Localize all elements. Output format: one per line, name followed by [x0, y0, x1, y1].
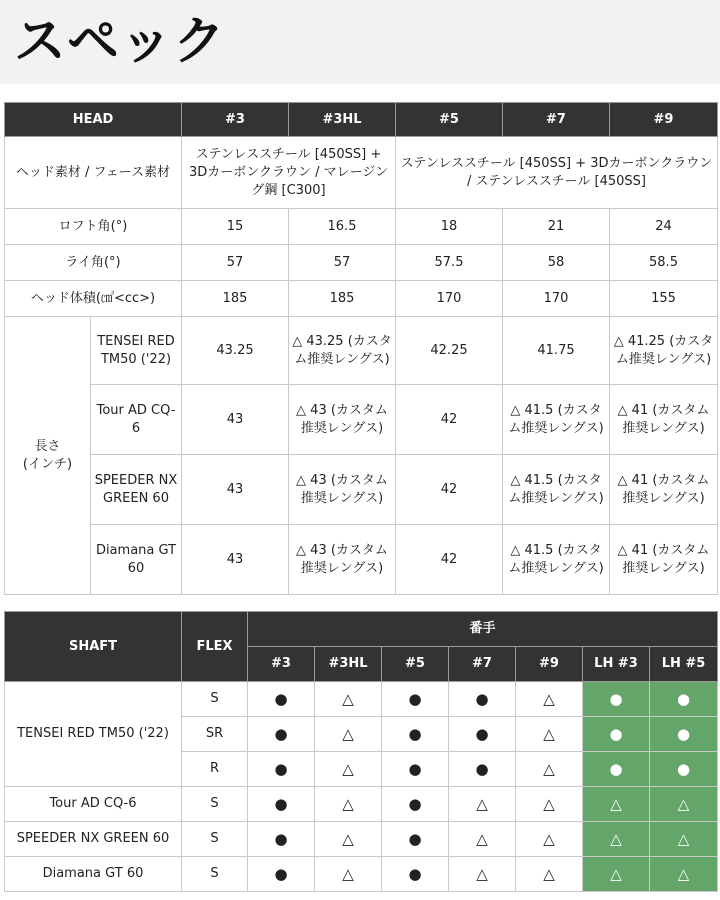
- available-mark: ●: [382, 717, 449, 752]
- length-value: △ 43.25 (カスタム推奨レングス): [289, 317, 396, 385]
- length-value: 42.25: [396, 317, 503, 385]
- flex-row: [5, 682, 718, 717]
- flex-value: R: [182, 752, 248, 787]
- custom-mark: △: [516, 717, 583, 752]
- number-header: 番手: [248, 612, 718, 647]
- length-value: 43.25: [182, 317, 289, 385]
- material-row: [5, 137, 718, 209]
- volume-label: ヘッド体積(㎤<cc>): [5, 281, 182, 317]
- flex-value: S: [182, 822, 248, 857]
- spec-header-row: [5, 103, 718, 137]
- lie-value: 58: [503, 245, 610, 281]
- length-value: △ 41 (カスタム推奨レングス): [610, 385, 718, 455]
- loft-value: 24: [610, 209, 718, 245]
- custom-mark: △: [315, 752, 382, 787]
- loft-value: 15: [182, 209, 289, 245]
- flex-col-header: LH #3: [583, 647, 650, 682]
- custom-mark: △: [315, 822, 382, 857]
- volume-value: 170: [503, 281, 610, 317]
- shaft-name: Tour AD CQ-6: [5, 787, 182, 822]
- custom-mark: △: [449, 787, 516, 822]
- flex-row: [5, 857, 718, 892]
- length-shaft-name: Diamana GT 60: [91, 525, 182, 595]
- length-row: [5, 525, 718, 595]
- loft-value: 16.5: [289, 209, 396, 245]
- custom-mark: △: [449, 857, 516, 892]
- custom-mark: △: [516, 752, 583, 787]
- shaft-name: SPEEDER NX GREEN 60: [5, 822, 182, 857]
- length-value: 41.75: [503, 317, 610, 385]
- flex-row: [5, 822, 718, 857]
- custom-mark: △: [516, 682, 583, 717]
- flex-col-header: #9: [516, 647, 583, 682]
- volume-value: 185: [289, 281, 396, 317]
- shaft-header: SHAFT: [5, 612, 182, 682]
- head-header: HEAD: [5, 103, 182, 137]
- available-mark: ●: [382, 752, 449, 787]
- flex-col-header: LH #5: [650, 647, 718, 682]
- material-label: ヘッド素材 / フェース素材: [5, 137, 182, 209]
- length-shaft-name: Tour AD CQ-6: [91, 385, 182, 455]
- length-row: [5, 317, 718, 385]
- available-mark: ●: [583, 717, 650, 752]
- available-mark: ●: [583, 752, 650, 787]
- available-mark: ●: [583, 682, 650, 717]
- available-mark: ●: [650, 752, 718, 787]
- available-mark: ●: [650, 717, 718, 752]
- custom-mark: △: [650, 857, 718, 892]
- flex-col-header: #7: [449, 647, 516, 682]
- length-value: △ 43 (カスタム推奨レングス): [289, 525, 396, 595]
- length-row: [5, 385, 718, 455]
- custom-mark: △: [516, 857, 583, 892]
- flex-col-header: #3HL: [315, 647, 382, 682]
- length-value: △ 41 (カスタム推奨レングス): [610, 525, 718, 595]
- custom-mark: △: [516, 822, 583, 857]
- lie-row: [5, 245, 718, 281]
- available-mark: ●: [382, 787, 449, 822]
- volume-value: 155: [610, 281, 718, 317]
- flex-col-header: #3: [248, 647, 315, 682]
- flex-table: [4, 611, 718, 892]
- spec-col-header: #5: [396, 103, 503, 137]
- flex-row: [5, 787, 718, 822]
- length-value: 43: [182, 385, 289, 455]
- length-value: △ 41.5 (カスタム推奨レングス): [503, 455, 610, 525]
- volume-value: 170: [396, 281, 503, 317]
- flex-value: S: [182, 787, 248, 822]
- volume-value: 185: [182, 281, 289, 317]
- available-mark: ●: [449, 752, 516, 787]
- length-value: 42: [396, 385, 503, 455]
- custom-mark: △: [449, 822, 516, 857]
- available-mark: ●: [248, 787, 315, 822]
- available-mark: ●: [650, 682, 718, 717]
- length-shaft-name: TENSEI RED TM50 ('22): [91, 317, 182, 385]
- length-value: △ 41.5 (カスタム推奨レングス): [503, 385, 610, 455]
- length-value: 43: [182, 525, 289, 595]
- flex-col-header: #5: [382, 647, 449, 682]
- spec-col-header: #3: [182, 103, 289, 137]
- length-value: △ 41.5 (カスタム推奨レングス): [503, 525, 610, 595]
- length-value: 43: [182, 455, 289, 525]
- custom-mark: △: [516, 787, 583, 822]
- length-value: △ 41 (カスタム推奨レングス): [610, 455, 718, 525]
- available-mark: ●: [248, 752, 315, 787]
- custom-mark: △: [315, 857, 382, 892]
- loft-value: 18: [396, 209, 503, 245]
- length-shaft-name: SPEEDER NX GREEN 60: [91, 455, 182, 525]
- available-mark: ●: [382, 682, 449, 717]
- loft-label: ロフト角(°): [5, 209, 182, 245]
- spec-col-header: #7: [503, 103, 610, 137]
- custom-mark: △: [650, 822, 718, 857]
- custom-mark: △: [583, 857, 650, 892]
- page-title: スペック: [14, 12, 227, 72]
- shaft-name: Diamana GT 60: [5, 857, 182, 892]
- volume-row: [5, 281, 718, 317]
- available-mark: ●: [382, 822, 449, 857]
- flex-header-row: [5, 612, 718, 647]
- flex-header: FLEX: [182, 612, 248, 682]
- custom-mark: △: [315, 787, 382, 822]
- lie-value: 57: [182, 245, 289, 281]
- title-bar: [0, 0, 720, 84]
- length-value: 42: [396, 525, 503, 595]
- lie-label: ライ角(°): [5, 245, 182, 281]
- available-mark: ●: [248, 717, 315, 752]
- custom-mark: △: [650, 787, 718, 822]
- length-value: △ 43 (カスタム推奨レングス): [289, 455, 396, 525]
- loft-row: [5, 209, 718, 245]
- shaft-name: TENSEI RED TM50 ('22): [5, 682, 182, 787]
- length-value: 42: [396, 455, 503, 525]
- spec-col-header: #9: [610, 103, 718, 137]
- length-row: [5, 455, 718, 525]
- spec-col-header: #3HL: [289, 103, 396, 137]
- custom-mark: △: [583, 787, 650, 822]
- spec-table: [4, 102, 718, 595]
- available-mark: ●: [248, 857, 315, 892]
- available-mark: ●: [248, 682, 315, 717]
- flex-value: S: [182, 857, 248, 892]
- lie-value: 57: [289, 245, 396, 281]
- lie-value: 58.5: [610, 245, 718, 281]
- custom-mark: △: [315, 717, 382, 752]
- flex-value: SR: [182, 717, 248, 752]
- length-label: 長さ (インチ): [5, 317, 91, 595]
- length-value: △ 43 (カスタム推奨レングス): [289, 385, 396, 455]
- custom-mark: △: [315, 682, 382, 717]
- material-value-a: ステンレススチール [450SS] + 3Dカーボンクラウン / マレージング鋼 [C300]: [182, 137, 396, 209]
- available-mark: ●: [248, 822, 315, 857]
- lie-value: 57.5: [396, 245, 503, 281]
- loft-value: 21: [503, 209, 610, 245]
- custom-mark: △: [583, 822, 650, 857]
- flex-value: S: [182, 682, 248, 717]
- available-mark: ●: [449, 682, 516, 717]
- material-value-b: ステンレススチール [450SS] + 3Dカーボンクラウン / ステンレススチール [450SS]: [396, 137, 718, 209]
- available-mark: ●: [449, 717, 516, 752]
- available-mark: ●: [382, 857, 449, 892]
- length-value: △ 41.25 (カスタム推奨レングス): [610, 317, 718, 385]
